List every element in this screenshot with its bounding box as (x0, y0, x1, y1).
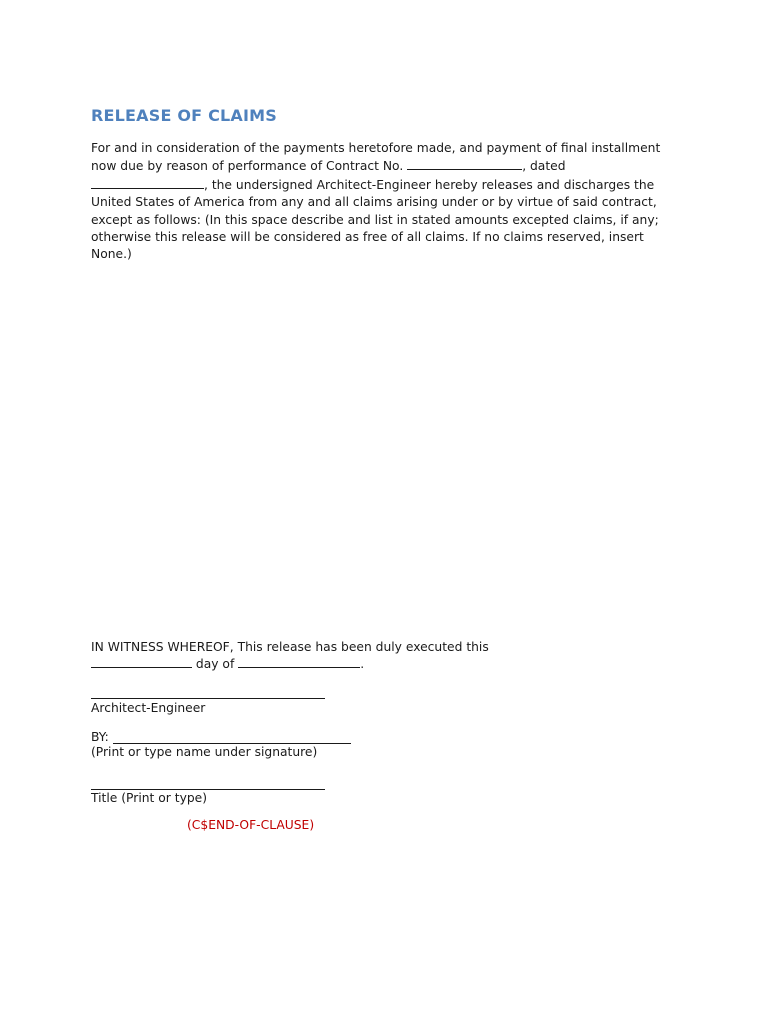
title-label: Title (Print or type) (91, 791, 208, 805)
by-signature-line (113, 743, 351, 744)
end-of-clause-marker: (C$END-OF-CLAUSE) (187, 818, 315, 832)
witness-statement (91, 639, 681, 672)
paragraph-text-2: , dated (522, 159, 566, 174)
witness-month-blank (238, 655, 360, 668)
architect-label: Architect-Engineer (91, 701, 206, 715)
title-signature-line (91, 789, 325, 790)
witness-text: IN WITNESS WHEREOF, This release has been duly executed this (91, 640, 489, 654)
witness-day-of-text: day of (192, 657, 239, 671)
architect-signature-block (91, 698, 325, 716)
by-line (91, 730, 351, 745)
contract-number-blank (407, 157, 522, 170)
contract-date-blank (91, 176, 204, 189)
document-title: RELEASE OF CLAIMS (91, 106, 278, 125)
witness-end-text: . (360, 657, 365, 671)
print-name-label: (Print or type name under signature) (91, 745, 318, 759)
paragraph-text-1: For and in consideration of the payments heretofore made, and payment of final installment now due by reason of performance of Contract No. (91, 141, 661, 174)
architect-signature-line (91, 698, 325, 699)
by-signature-block (91, 730, 351, 760)
paragraph-text-3: , the undersigned Architect-Engineer hereby releases and discharges the United States of America from any and all claims arising under or by virtue of said contract, except as follows: (In this space describe and list in stated amounts excepted claims, if any; otherwise this release will be considered as free of all claims. If no claims reserved, insert None.) (91, 177, 659, 262)
witness-day-blank (91, 655, 192, 668)
by-label: BY: (91, 730, 113, 744)
title-signature-block (91, 789, 325, 806)
release-paragraph (91, 140, 681, 264)
